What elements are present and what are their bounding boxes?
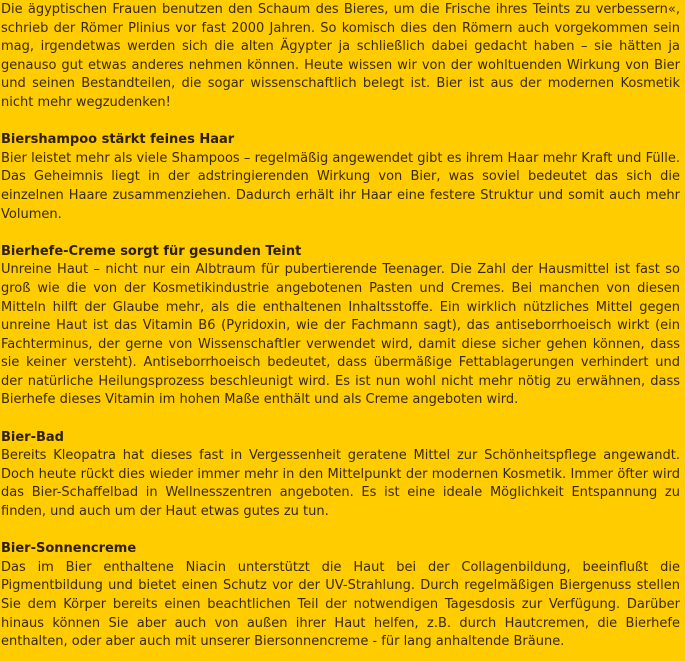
- section-bier-bad: [1, 429, 680, 522]
- section-heading: Bier-Bad: [1, 429, 64, 445]
- intro-paragraph: Die ägyptischen Frauen benutzen den Schaum des Bieres, um die Frische ihres Teints zu verbessern«, schrieb der Römer Plinius vor fast 2000 Jahren. So komisch dies den Römern auch vorgekommen sein mag, irgendetwas werden sich die alten Ägypter ja schließlich dabei gedacht haben – sie hätten ja genauso gut etwas anderes nehmen können. Heute wissen wir von der wohltuenden Wirkung von Bier und seinen Bestandteilen, die sogar wissenschaftlich belegt ist. Bier ist aus der modernen Kosmetik nicht mehr wegzudenken!: [1, 2, 680, 110]
- section-bierhefe-creme: [1, 243, 680, 410]
- section-text: Bereits Kleopatra hat dieses fast in Vergessenheit geratene Mittel zur Schönheitspflege angewandt. Doch heute rückt dies wieder immer mehr in den Mittelpunkt der modernen Kosmetik. Immer öfter wird das Bier-Schaffelbad in Wellnesszentren angeboten. Es ist eine ideale Möglichkeit Entspannung zu finden, und auch um der Haut etwas gutes zu tun.: [1, 448, 680, 520]
- section-bier-sonnencreme: [1, 540, 680, 652]
- section-heading: Bier-Sonnencreme: [1, 541, 137, 557]
- section-text: Das im Bier enthaltene Niacin unterstützt die Haut bei der Collagenbildung, beeinflußt die Pigmentbildung und bietet einen Schutz vor der UV-Strahlung. Durch regelmäßigen Biergenuss stellen Sie dem Körper bereits einen beachtlichen Teil der notwendigen Tagesdosis zur Verfügung. Darüber hinaus können Sie aber auch von außen ihrer Haut helfen, z.B. durch Hautcremen, die Bierhefe enthalten, oder aber auch mit unserer Biersonnencreme - für lang anhaltende Bräune.: [1, 559, 680, 650]
- section-text: Unreine Haut – nicht nur ein Albtraum für pubertierende Teenager. Die Zahl der Hausmittel ist fast so groß wie die von der Kosmetikindustrie angebotenen Pasten und Cremes. Bei manchen von diesen Mitteln hilft der Glaube mehr, als die enthaltenen Inhaltsstoffe. Ein wirklich nützliches Mittel gegen unreine Haut ist das Vitamin B6 (Pyridoxin, wie der Fachmann sagt), das antiseborrhoeisch wirkt (ein Fachterminus, der gerne von Wissenschaftler verwendet wird, damit diese sicher gehen können, dass sie keiner versteht). Antiseborrhoeisch bedeutet, dass übermäßige Fettablagerungen verhindert und der natürliche Heilungsprozess beschleunigt wird. Es ist nun wohl nicht mehr nötig zu erwähnen, dass Bierhefe dieses Vitamin im hohen Maße enthält und als Creme angeboten wird.: [1, 262, 680, 408]
- section-biershampoo: [1, 131, 680, 224]
- section-heading: Bierhefe-Creme sorgt für gesunden Teint: [1, 243, 302, 259]
- section-heading: Biershampoo stärkt feines Haar: [1, 132, 235, 148]
- section-text: Bier leistet mehr als viele Shampoos – regelmäßig angewendet gibt es ihrem Haar mehr Kraft und Fülle. Das Geheimnis liegt in der adstringierenden Wirkung von Bier, was soviel bedeutet das sich die einzelnen Haare zusammenziehen. Dadurch erhält ihr Haar eine festere Struktur und somit auch mehr Volumen.: [1, 150, 680, 222]
